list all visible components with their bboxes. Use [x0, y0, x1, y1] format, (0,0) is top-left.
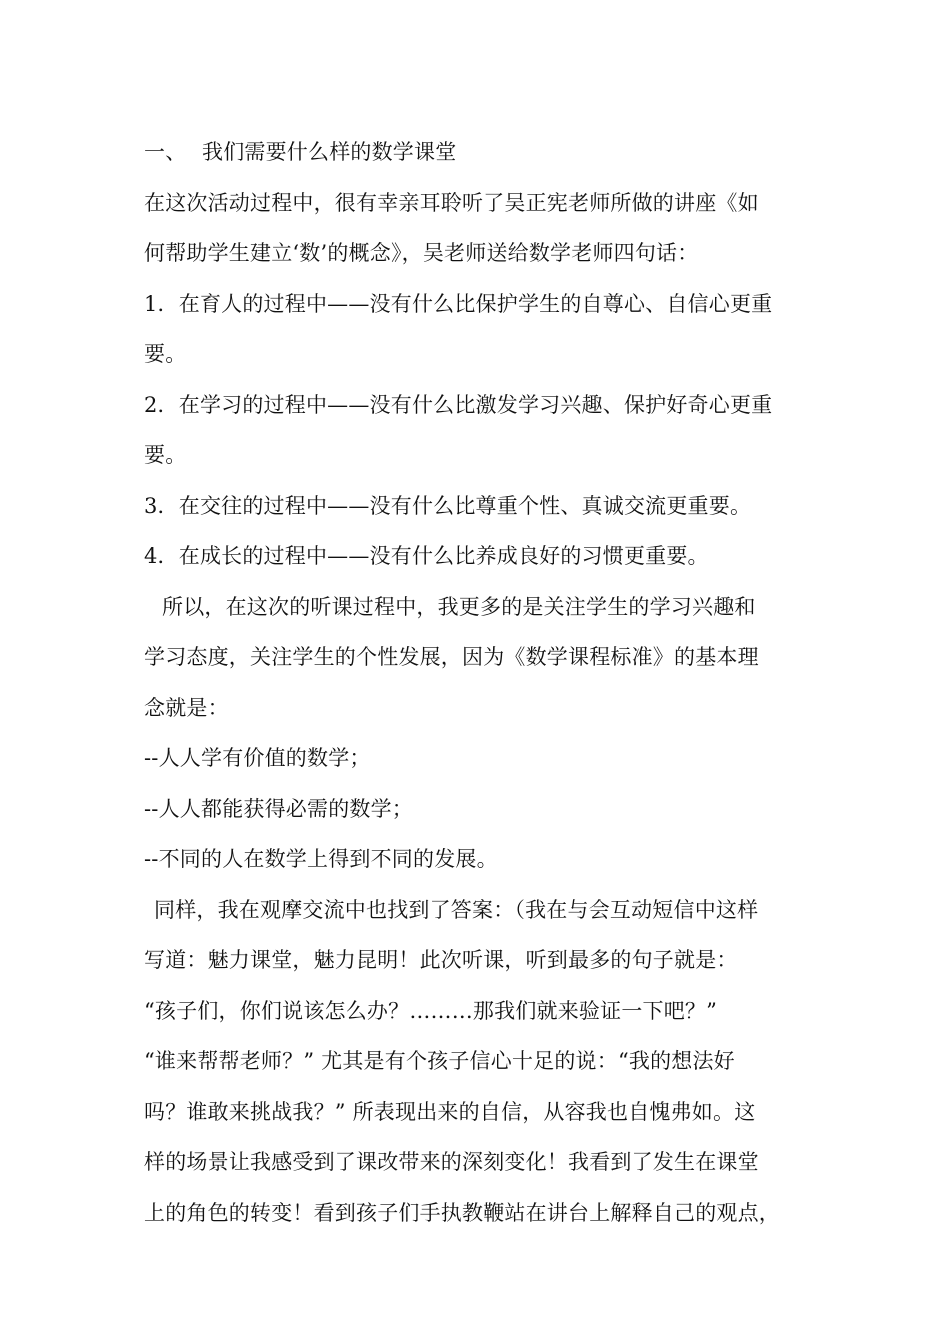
list-item-1-continuation: 要。 [144, 342, 187, 366]
list-item-1: 1．在育人的过程中——没有什么比保护学生的自尊心、自信心更重 [144, 291, 773, 316]
paragraph-line: 上的角色的转变！看到孩子们手执教鞭站在讲台上解释自己的观点， [144, 1200, 780, 1225]
paragraph-line: “谁来帮帮老师？” 尤其是有个孩子信心十足的说：“我的想法好 [144, 1049, 735, 1073]
section-title: 我们需要什么样的数学课堂 [202, 140, 457, 164]
paragraph-line: 写道：魅力课堂，魅力昆明！此次听课，听到最多的句子就是： [144, 948, 738, 972]
list-item-4: 4．在成长的过程中——没有什么比养成良好的习惯更重要。 [144, 544, 709, 568]
document-body [144, 130, 824, 1241]
list-item-3: 3．在交往的过程中——没有什么比尊重个性、真诚交流更重要。 [144, 493, 752, 518]
dash-list-item: --人人学有价值的数学； [144, 746, 371, 770]
paragraph-line: 吗？谁敢来挑战我？” 所表现出来的自信，从容我也自愧弗如。这 [144, 1099, 756, 1124]
dash-list-item: --人人都能获得必需的数学； [144, 796, 413, 821]
paragraph-line: 同样，我在观摩交流中也找到了答案：（我在与会互动短信中这样 [154, 897, 759, 922]
dash-list-item: --不同的人在数学上得到不同的发展。 [144, 847, 498, 871]
paragraph-line: “孩子们，你们说该怎么办？………那我们就来验证一下吧？” [144, 998, 718, 1023]
paragraph-line: 所以，在这次的听课过程中，我更多的是关注学生的学习兴趣和 [162, 594, 756, 619]
paragraph-line: 学习态度，关注学生的个性发展，因为《数学课程标准》的基本理 [144, 645, 759, 669]
paragraph-line: 何帮助学生建立‘数’的概念》，吴老师送给数学老师四句话： [144, 241, 699, 265]
paragraph-line: 样的场景让我感受到了课改带来的深刻变化！我看到了发生在课堂 [144, 1150, 759, 1174]
list-item-2: 2．在学习的过程中——没有什么比激发学习兴趣、保护好奇心更重 [144, 392, 773, 417]
paragraph-line: 念就是： [144, 695, 229, 720]
paragraph-line: 在这次活动过程中，很有幸亲耳聆听了吴正宪老师所做的讲座《如 [144, 190, 759, 215]
list-item-2-continuation: 要。 [144, 443, 187, 467]
section-heading [144, 130, 824, 181]
section-number: 一、 [144, 140, 187, 164]
